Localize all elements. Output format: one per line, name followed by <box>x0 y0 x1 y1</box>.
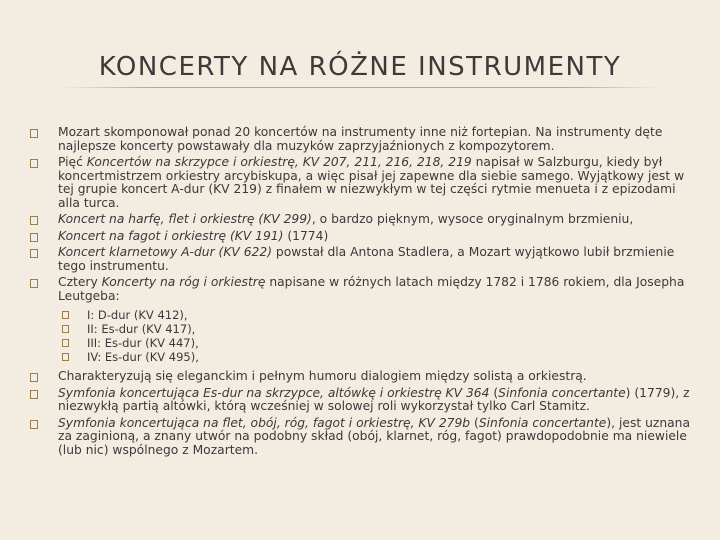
main-bullets <box>30 126 690 303</box>
bullet-text: Koncert na harfę, flet i orkiestrę (KV 299) <box>58 212 312 226</box>
bullet-text: Charakteryzują się eleganckim i pełnym humoru dialogiem między solistą a orkiestrą. <box>58 369 587 383</box>
bullet-text: Symfonia koncertująca Es-dur na skrzypce, altówkę i orkiestrę KV 364 <box>58 385 490 400</box>
bullet-item <box>30 126 690 153</box>
bullet-text: Cztery <box>58 275 102 289</box>
bullet-item <box>30 246 690 273</box>
bullet-list <box>30 126 690 460</box>
bullet-text: Pięć <box>58 155 87 169</box>
square-bullet-icon <box>30 390 38 399</box>
bullet-text: (1774) <box>283 228 329 243</box>
bullet-text: ( <box>489 385 499 400</box>
square-bullet-icon <box>30 420 38 429</box>
bullet-text: ) (1779), z niezwykłą partią altówki, którą wcześniej w solowej roli wykorzystał tylko Carl Stamitz. <box>58 385 690 413</box>
bullet-item <box>30 156 690 210</box>
bullet-text: Koncertów na skrzypce i orkiestrę, KV 207, 211, 216, 218, 219 <box>86 155 472 169</box>
bullet-text: Koncert klarnetowy A-dur (KV 622) <box>58 245 272 259</box>
sub-bullet-text: IV: Es-dur (KV 495), <box>87 350 199 364</box>
square-bullet-icon <box>30 129 38 138</box>
sub-bullet-item <box>62 322 690 336</box>
bullet-item <box>30 387 690 414</box>
sub-bullet-item <box>62 308 690 322</box>
bullet-text: ( <box>470 415 479 430</box>
sub-bullet-text: III: Es-dur (KV 447), <box>87 336 199 350</box>
sub-bullet-list <box>62 308 690 364</box>
bullet-text: Koncerty na róg i orkiestrę <box>101 275 266 289</box>
sub-bullet-item <box>62 350 690 364</box>
bullet-text: Sinfonia concertante <box>498 385 626 400</box>
bullet-item <box>30 230 690 244</box>
bullet-text: napisał w Salzburgu, kiedy był koncertmistrzem orkiestry arcybiskupa, a więc pisał jej zapewne dla siebie samego. Wyjątkowy jest w tej grupie koncert A-dur (KV 219) z finałem w niezwykłym w tej części rytmie menueta i z epizodami alla turca. <box>58 155 685 210</box>
sub-bullet-text: II: Es-dur (KV 417), <box>87 322 196 336</box>
bullet-item <box>30 417 690 458</box>
bullet-item <box>30 276 690 303</box>
square-bullet-icon <box>30 249 38 258</box>
bullet-text: Koncert na fagot i orkiestrę (KV 191) <box>58 228 284 243</box>
bullet-text: Mozart skomponował ponad 20 koncertów na instrumenty inne niż fortepian. Na instrumenty dęte najlepsze koncerty powstawały dla muzyków zaprzyjaźnionych z kompozytorem. <box>58 125 663 153</box>
sub-bullet-text: I: D-dur (KV 412), <box>87 308 188 322</box>
square-bullet-icon <box>30 216 38 225</box>
bullet-text: , o bardzo pięknym, wysoce oryginalnym brzmieniu, <box>311 212 634 226</box>
square-bullet-icon <box>62 311 69 319</box>
square-bullet-icon <box>62 353 69 361</box>
bullet-text: Symfonia koncertująca na flet, obój, róg, fagot i orkiestrę, KV 279b <box>58 415 471 430</box>
square-bullet-icon <box>30 279 38 288</box>
square-bullet-icon <box>30 233 38 242</box>
bullet-text: ), jest uznana za zaginioną, a znany utwór na podobny skład (obój, klarnet, róg, fagot) prawdopodobnie ma niewiele (lub nic) wspólnego z Mozartem. <box>58 415 690 457</box>
bullet-text: powstał dla Antona Stadlera, a Mozart wyjątkowo lubił brzmienie tego instrumentu. <box>58 245 675 273</box>
after-bullets <box>30 370 690 457</box>
sub-bullet-item <box>62 336 690 350</box>
bullet-text: Sinfonia concertante <box>478 415 607 430</box>
square-bullet-icon <box>30 373 38 382</box>
square-bullet-icon <box>30 159 38 168</box>
bullet-item <box>30 370 690 384</box>
bullet-item <box>30 213 690 227</box>
title-divider <box>60 87 660 88</box>
square-bullet-icon <box>62 325 69 333</box>
bullet-text: napisane w różnych latach między 1782 i 1786 rokiem, dla Josepha Leutgeba: <box>58 275 685 303</box>
slide-title: KONCERTY NA RÓŻNE INSTRUMENTY <box>98 52 622 82</box>
square-bullet-icon <box>62 339 69 347</box>
